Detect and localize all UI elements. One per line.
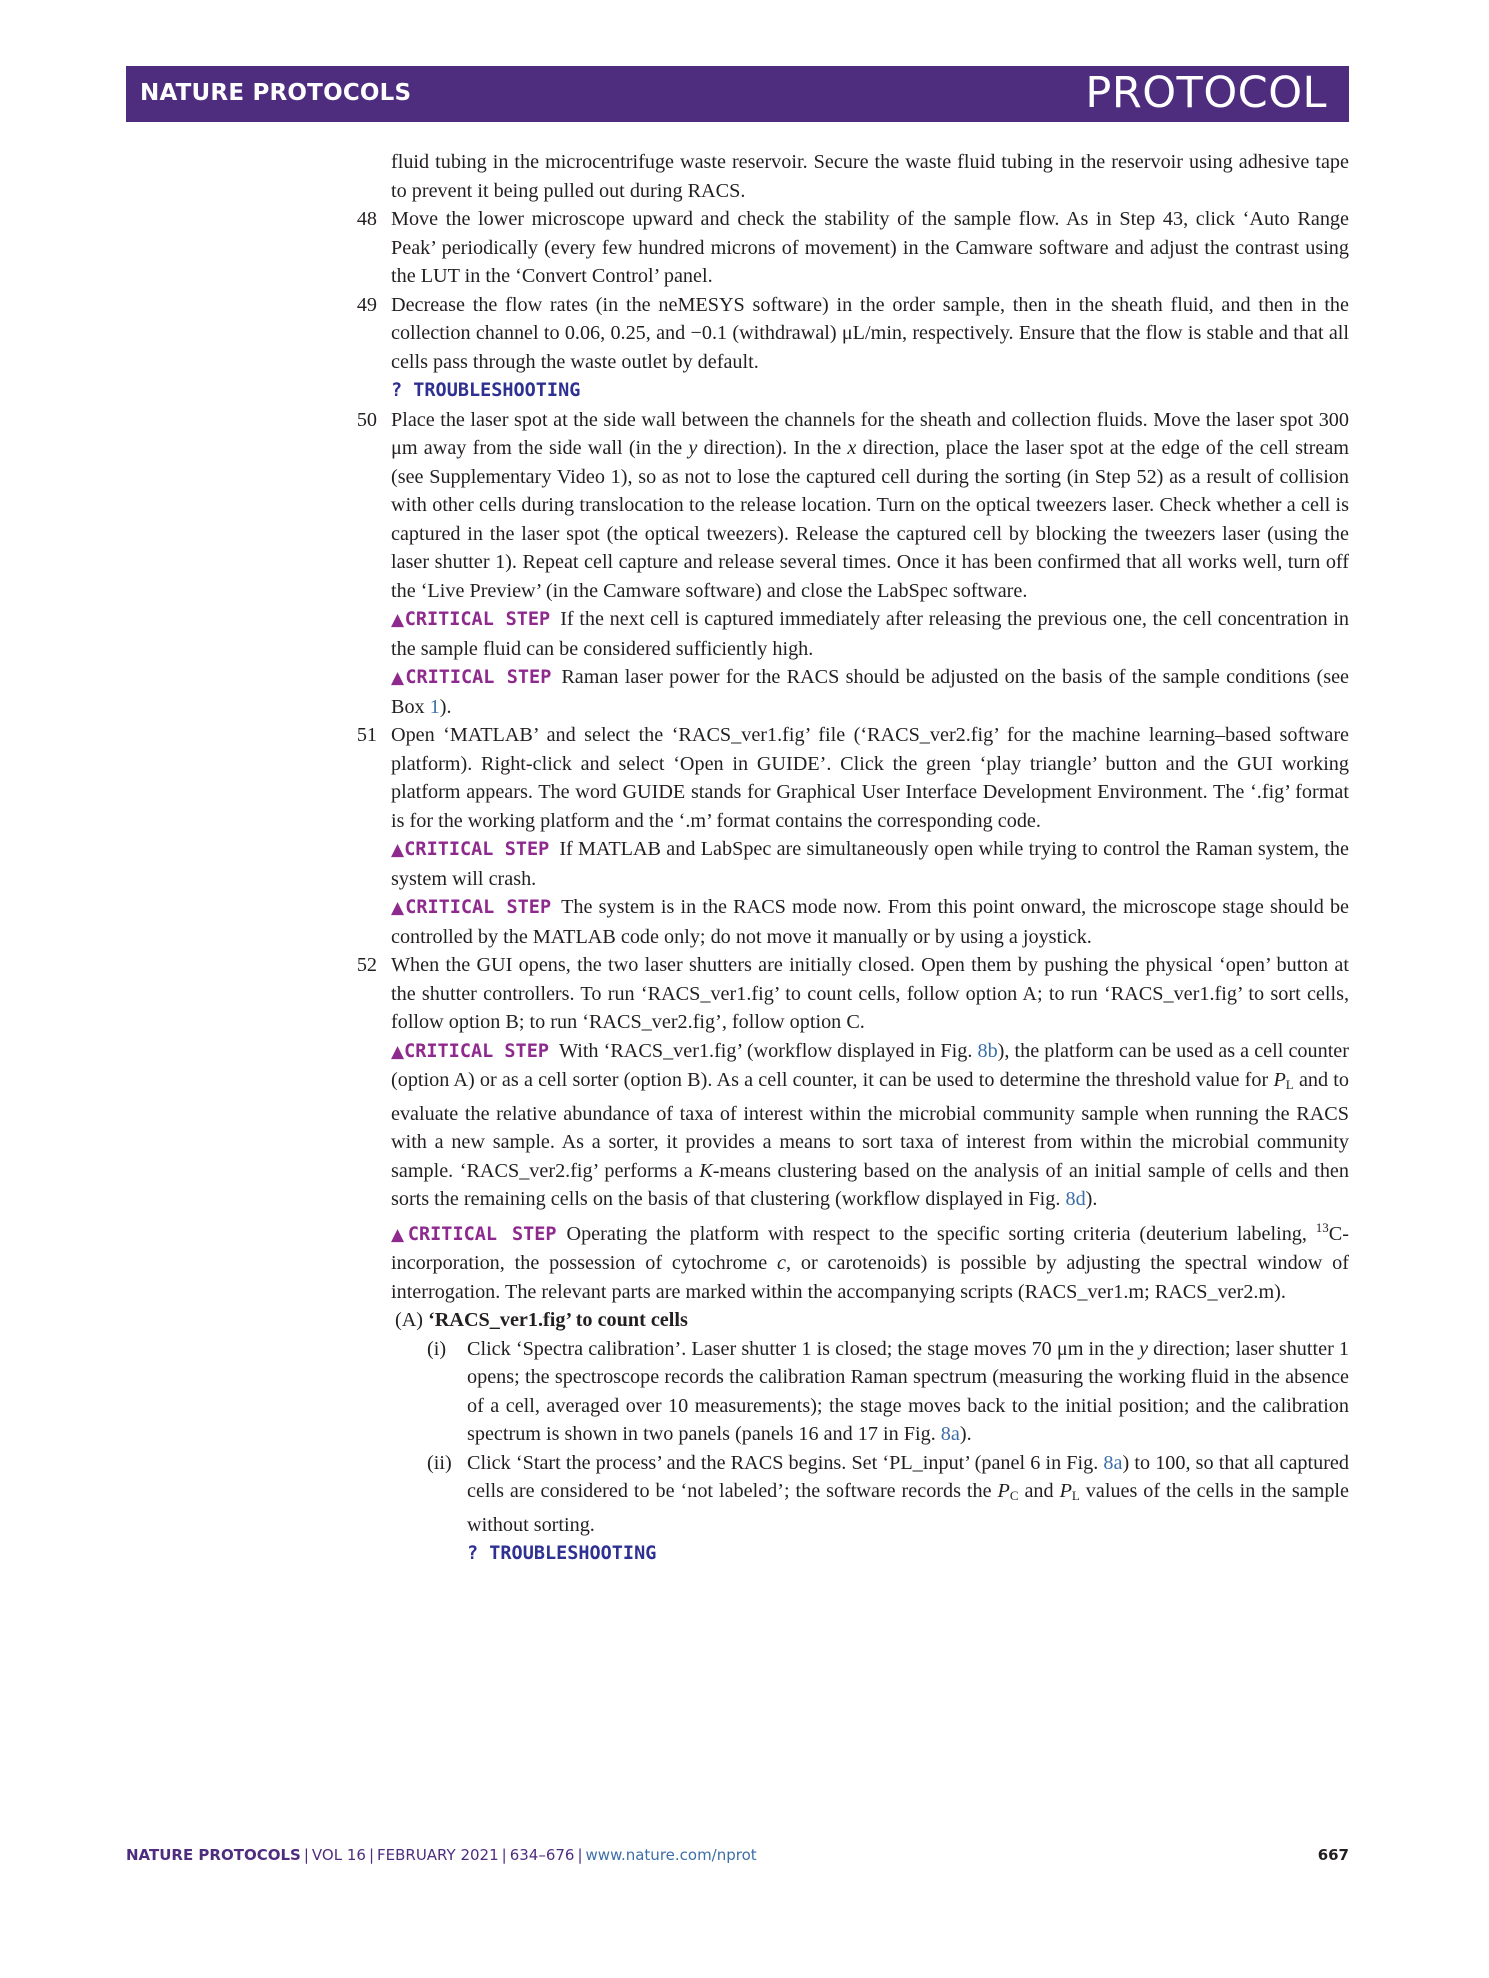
critical-step-note: ▲CRITICAL STEP The system is in the RACS mode now. From this point onward, the microscope stage should be controlled by the MATLAB code only; do not move it manually or by using a joystick. — [391, 896, 1349, 948]
step-number: 52 — [356, 954, 377, 976]
step-number: 48 — [356, 208, 377, 230]
article-body — [356, 148, 1350, 1569]
article-type: PROTOCOL — [1085, 68, 1327, 118]
step-49 — [356, 291, 1349, 377]
critical-step-label: ▲CRITICAL STEP — [391, 667, 552, 688]
journal-name: NATURE PROTOCOLS — [140, 80, 412, 106]
footer-date: FEBRUARY 2021 — [377, 1846, 499, 1864]
substep-number: (ii) — [427, 1451, 452, 1474]
critical-step-label: ▲CRITICAL STEP — [391, 839, 550, 860]
figure-reference-link[interactable]: 8d — [1065, 1188, 1086, 1210]
critical-step-note: ▲CRITICAL STEP With ‘RACS_ver1.fig’ (workflow displayed in Fig. 8b), the platform can be used as a cell counter (option A) or as a cell sorter (option B). As a cell counter, it can be used to determine the threshold value for $P_L$ and to evaluate the relative abundance of taxa of interest within the microbial community sample when running the RACS with a new sample. As a sorter, it provides a means to sort taxa of interest from within the microbial community sample. ‘RACS_ver2.fig’ performs a K-means clustering based on the analysis of an initial sample of cells and then sorts the remaining cells on the basis of that clustering (workflow displayed in Fig. 8d). — [391, 1039, 1349, 1210]
journal-header-bar — [126, 66, 1349, 122]
footer-pages: 634–676 — [509, 1846, 575, 1864]
substep-number: (i) — [427, 1337, 447, 1360]
warning-triangle-icon: ▲ — [391, 840, 405, 860]
warning-triangle-icon: ▲ — [391, 610, 405, 630]
step-number: 51 — [356, 724, 377, 746]
warning-triangle-icon: ▲ — [391, 1224, 408, 1245]
figure-reference-link[interactable]: 8a — [940, 1423, 960, 1445]
critical-step-label: ▲CRITICAL STEP — [391, 897, 552, 918]
option-a-heading: (A) ‘RACS_ver1.fig’ to count cells — [395, 1309, 688, 1331]
figure-reference-link[interactable]: 8a — [1103, 1451, 1123, 1474]
step-text: Open ‘MATLAB’ and select the ‘RACS_ver1.fig’ file (‘RACS_ver2.fig’ for the machine learning–based software platform). Right-click and select ‘Open in GUIDE’. Click the green ‘play triangle’ button and the GUI working platform appears. The word GUIDE stands for Graphical User Interface Development Environment. The ‘.fig’ format is for the working platform and the ‘.m’ format contains the corresponding code. — [391, 724, 1349, 832]
step-51 — [356, 721, 1349, 835]
critical-step-note: ▲CRITICAL STEP If MATLAB and LabSpec are simultaneously open while trying to control the Raman system, the system will crash. — [391, 838, 1349, 890]
step-number: 50 — [356, 408, 377, 431]
step-text: Move the lower microscope upward and check the stability of the sample flow. As in Step 43, click ‘Auto Range Peak’ periodically (every few hundred microns of movement) in the Camware software and adjust the contrast using the LUT in the ‘Convert Control’ panel. — [391, 208, 1349, 287]
warning-triangle-icon: ▲ — [391, 668, 406, 688]
substep-ii: (ii) Click ‘Start the process’ and the RACS begins. Set ‘PL_input’ (panel 6 in Fig. 8a) to 100, so that all captured cells are considered to be ‘not labeled’; the software records the $P_C$ and $P_L$ values of the cells in the sample without sorting. — [467, 1449, 1349, 1540]
critical-step-label: ▲CRITICAL STEP — [391, 609, 551, 630]
warning-triangle-icon: ▲ — [391, 898, 406, 918]
footer-volume: VOL 16 — [311, 1846, 366, 1864]
step-52 — [356, 951, 1349, 1037]
step-text: When the GUI opens, the two laser shutters are initially closed. Open them by pushing the physical ‘open’ button at the shutter controllers. To run ‘RACS_ver1.fig’ to count cells, follow option A; to run ‘RACS_ver1.fig’ to sort cells, follow option B; to run ‘RACS_ver2.fig’, follow option C. — [391, 954, 1349, 1033]
critical-step-label: ▲CRITICAL STEP — [391, 1040, 549, 1062]
critical-step-note: ▲CRITICAL STEP Operating the platform with respect to the specific sorting criteria (deuterium labeling, $^{13}$C-incorporation, the possession of cytochrome c, or carotenoids) is possible by adjusting the spectral window of interrogation. The relevant parts are marked within the accompanying scripts (RACS_ver1.m; RACS_ver2.m). — [391, 1219, 1349, 1303]
warning-triangle-icon: ▲ — [391, 1041, 405, 1062]
page-number: 667 — [1317, 1846, 1349, 1864]
troubleshooting-link[interactable]: ? TROUBLESHOOTING — [467, 1543, 657, 1564]
box-reference-link[interactable]: 1 — [429, 695, 440, 718]
footer-journal: NATURE PROTOCOLS — [126, 1846, 301, 1864]
troubleshooting-link[interactable]: ? TROUBLESHOOTING — [391, 380, 581, 401]
figure-reference-link[interactable]: 8b — [977, 1039, 998, 1062]
critical-step-note: ▲CRITICAL STEP If the next cell is captured immediately after releasing the previous one, the cell concentration in the sample fluid can be considered sufficiently high. — [391, 608, 1350, 660]
continuation-paragraph: fluid tubing in the microcentrifuge waste reservoir. Secure the waste fluid tubing in the reservoir using adhesive tape to prevent it being pulled out during RACS. — [391, 151, 1349, 202]
step-50: 50 Place the laser spot at the side wall between the channels for the sheath and collection fluids. Move the laser spot 300 μm away from the side wall (in the y direction). In the x direction, place the laser spot at the edge of the cell stream (see Supplementary Video 1), so as not to lose the captured cell during the sorting (in Step 52) as a result of collision with other cells during translocation to the release location. Turn on the optical tweezers laser. Check whether a cell is captured in the laser spot (the optical tweezers). Release the captured cell by blocking the tweezers laser (using the laser shutter 1). Repeat cell capture and release several times. Once it has been confirmed that all works well, turn off the ‘Live Preview’ (in the Camware software) and close the LabSpec software. — [391, 406, 1349, 606]
step-number: 49 — [356, 293, 377, 316]
substep-i: (i) Click ‘Spectra calibration’. Laser shutter 1 is closed; the stage moves 70 μm in the y direction; laser shutter 1 opens; the spectroscope records the calibration Raman spectrum (measuring the working fluid in the absence of a cell, averaged over 10 measurements); the stage moves back to the initial position; and the calibration spectrum is shown in two panels (panels 16 and 17 in Fig. 8a). — [467, 1335, 1349, 1449]
step-48 — [356, 205, 1349, 291]
step-text: Decrease the flow rates (in the neMESYS software) in the order sample, then in the sheath fluid, and then in the collection channel to 0.06, 0.25, and −0.1 (withdrawal) μL/min, respectively. Ensure that the flow is stable and that all cells pass through the waste outlet by default. — [391, 293, 1349, 373]
critical-step-label: ▲CRITICAL STEP — [391, 1223, 557, 1245]
page-footer: NATURE PROTOCOLS | VOL 16 | FEBRUARY 2021 | 634–676 | www.nature.com/nprot 667 — [126, 1846, 1349, 1864]
footer-url-link[interactable]: www.nature.com/nprot — [585, 1846, 757, 1864]
critical-step-note: ▲CRITICAL STEP Raman laser power for the RACS should be adjusted on the basis of the sample conditions (see Box 1). — [391, 666, 1350, 718]
